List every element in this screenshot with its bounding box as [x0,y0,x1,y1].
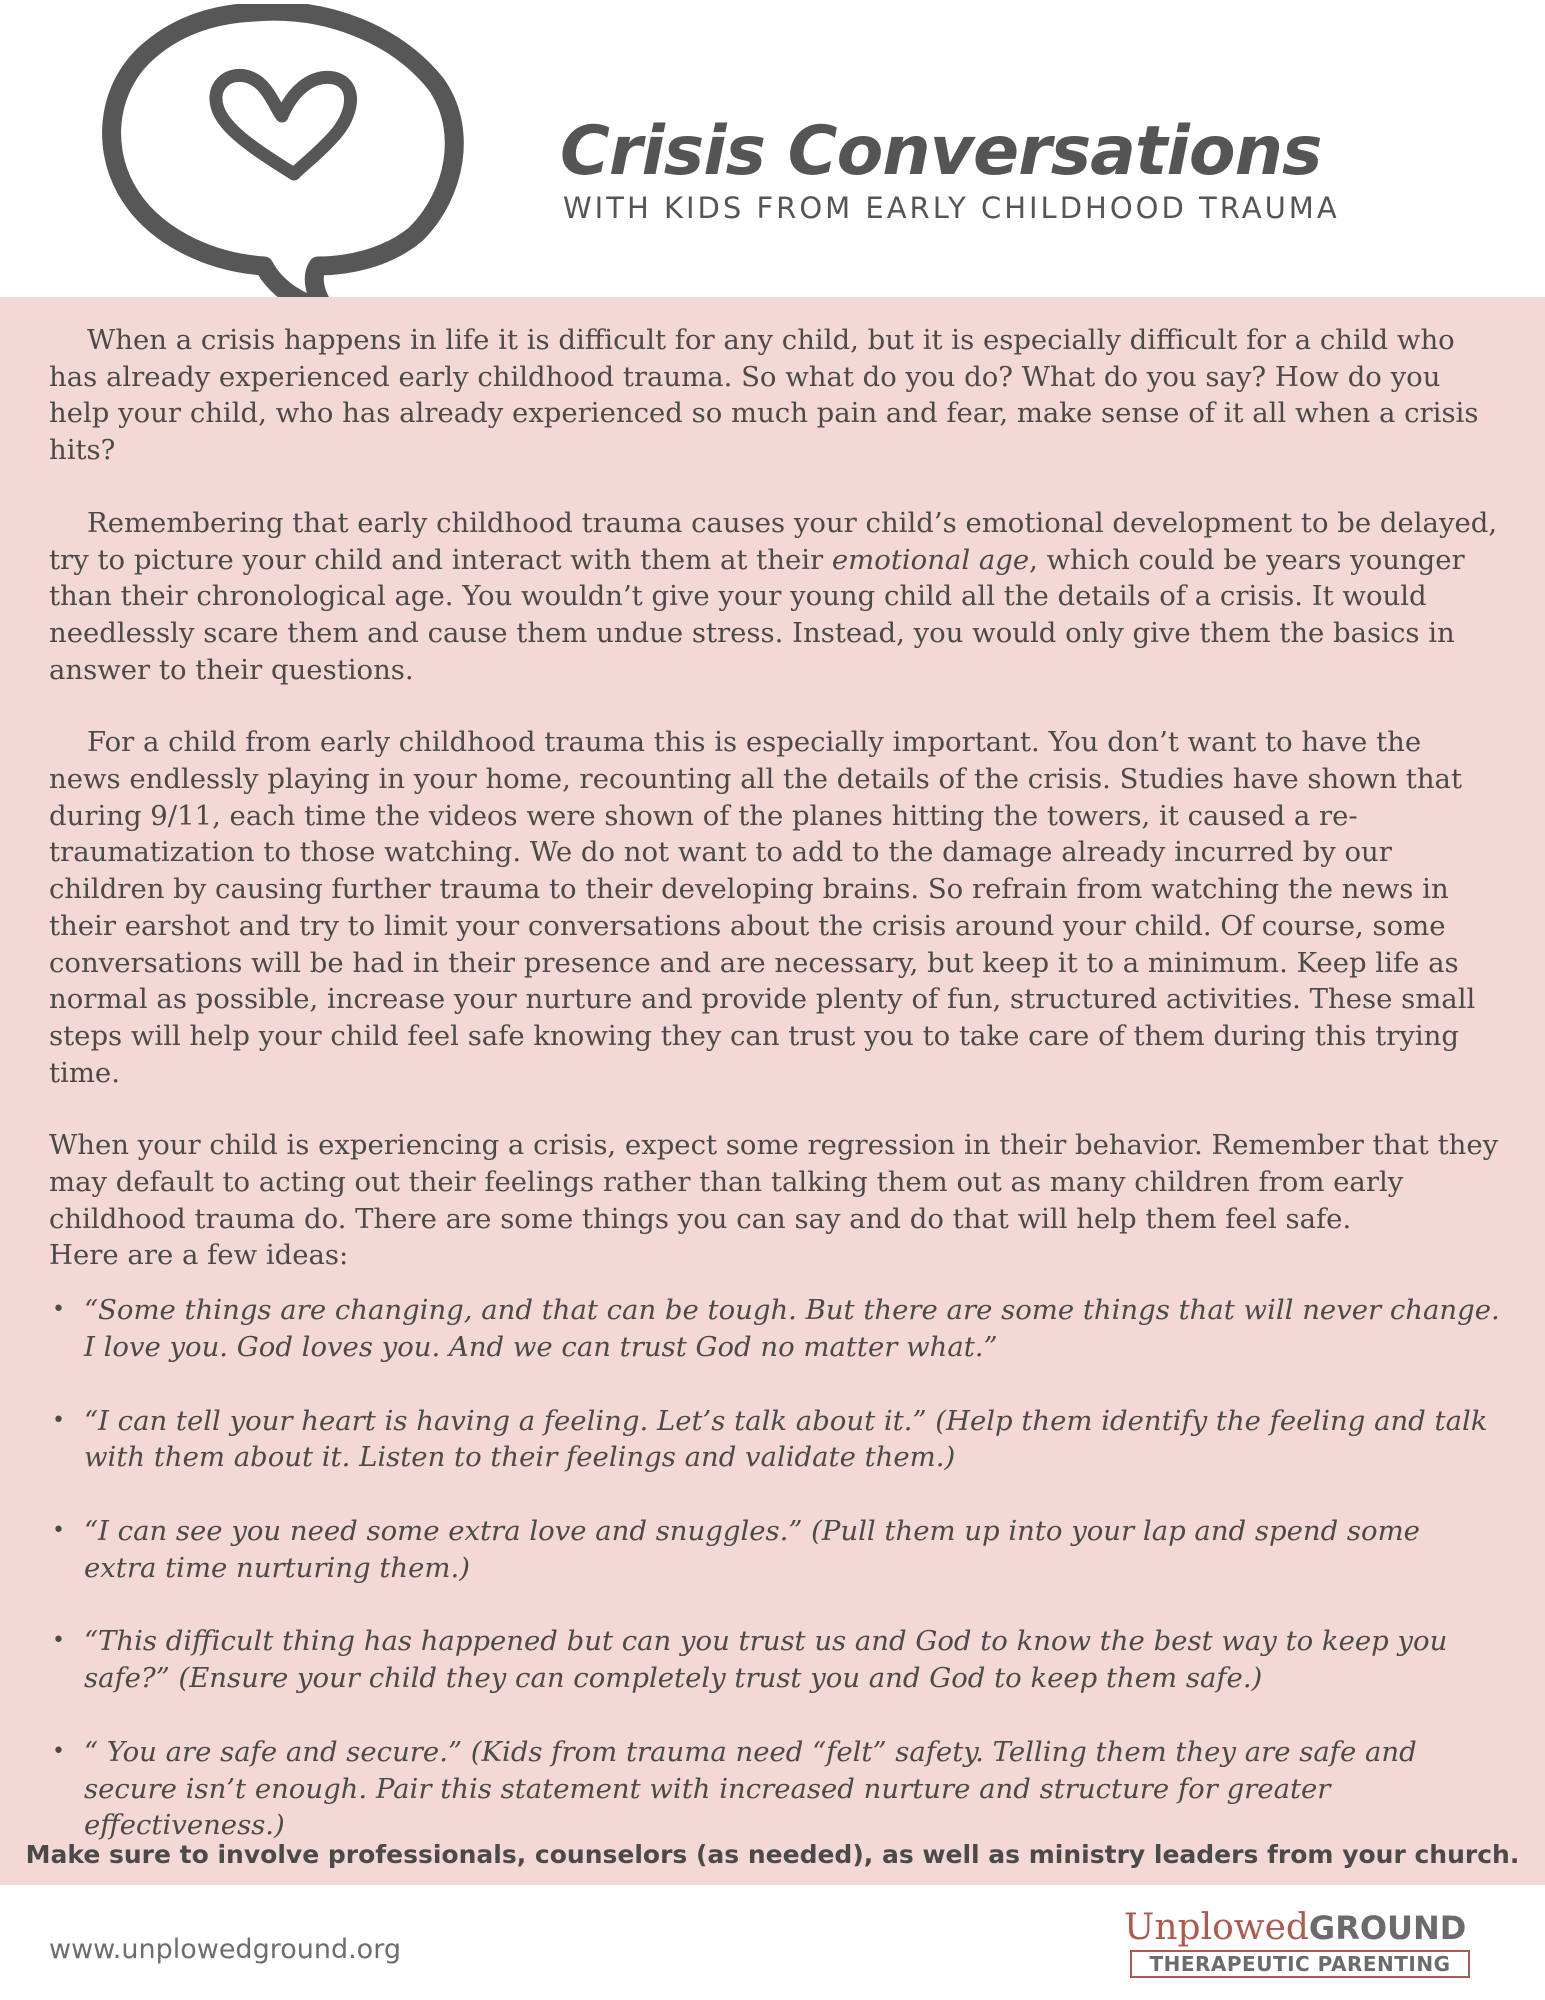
closing-note: Make sure to involve professionals, counselors (as needed), as well as ministry leaders from your church. [25,1840,1520,1869]
brand-name-part1: Unplowed [1124,1907,1309,1948]
list-item [49,1623,1501,1696]
page-title: Crisis Conversations [560,112,1322,191]
list-item [49,1734,1501,1844]
brand-tagline: THERAPEUTIC PARENTING [1130,1950,1470,1978]
brand-wordmark [1124,1908,1466,1954]
brand-name-part2: GROUND [1308,1909,1467,1947]
list-item-text: • “I can tell your heart is having a feeling. Let’s talk about it.” (Help them identify the feeling and talk with them about it. Listen to their feelings and validate them.) [84,1404,1488,1474]
paragraph-regression-text: When your child is experiencing a crisis, expect some regression in their behavior. Remember that they may default to acting out their feelings rather than talking them out as many children from early childhood trauma do. There are some things you can say and do that will help them feel safe. [49,1129,1499,1235]
brand-logo [1124,1908,1476,1984]
paragraph-news-exposure: For a child from early childhood trauma this is especially important. You don’t want to have the news endlessly playing in your home, recounting all the details of the crisis. Studies have shown that during 9/11, each time the videos were shown of the planes hitting the towers, it caused a re-traumatization to those watching. We do not want to add to the damage already incurred by our children by causing further trauma to their developing brains. So refrain from watching the news in their earshot and try to limit your conversations about the crisis around your child. Of course, some conversations will be had in their presence and are necessary, but keep it to a minimum. Keep life as normal as possible, increase your nurture and provide plenty of fun, structured activities. These small steps will help your child feel safe knowing they can trust you to take care of them during this trying time. [49,726,1476,1089]
heart-speech-bubble-icon [96,4,476,324]
list-item-text: • “This difficult thing has happened but can you trust us and God to know the best way to keep you safe?” (Ensure your child they can completely trust you and God to keep them safe.) [84,1625,1448,1695]
list-item-text: • “Some things are changing, and that can be tough. But there are some things that will never change. I love you. God loves you. And we can trust God no matter what.” [84,1294,1500,1363]
list-item-text: • “ You are safe and secure.” (Kids from trauma need “felt” safety. Telling them they are safe and secure isn’t enough. Pair this statement with increased nurture and structure for greater effectiveness.) [84,1735,1417,1842]
article-body [49,322,1501,1881]
paragraph-regression [49,1127,1501,1274]
paragraph-emotional-age-end: , which could be years younger than their chronological age. You wouldn’t give your young child all the details of a crisis. It would needlessly scare them and cause them undue stress. Instead, you would only give them the basics in answer to their questions. [49,543,1465,686]
paragraph-intro: When a crisis happens in life it is difficult for any child, but it is especially difficult for a child who has already experienced early childhood trauma. So what do you do? What do you say? How do you help your child, who has already experienced so much pain and fear, make sense of it all when a crisis hits? [49,324,1479,467]
paragraph-emotional-age [49,505,1501,689]
list-item-text: • “I can see you need some extra love and snuggles.” (Pull them up into your lap and spend some extra time nurturing them.) [84,1514,1420,1584]
website-link[interactable]: www.unplowedground.org [49,1934,401,1965]
ideas-intro: Here are a few ideas: [49,1239,349,1272]
list-item [49,1403,1501,1476]
list-item [49,1292,1501,1365]
list-item [49,1513,1501,1586]
emotional-age-emphasis: emotional age [831,543,1030,576]
ideas-list [49,1292,1501,1844]
page-subtitle: WITH KIDS FROM EARLY CHILDHOOD TRAUMA [563,191,1340,225]
paragraph-emotional-age-start: Remembering that early childhood trauma causes your child’s emotional development to be delayed, try to picture your child and interact with them at their [49,506,1498,576]
